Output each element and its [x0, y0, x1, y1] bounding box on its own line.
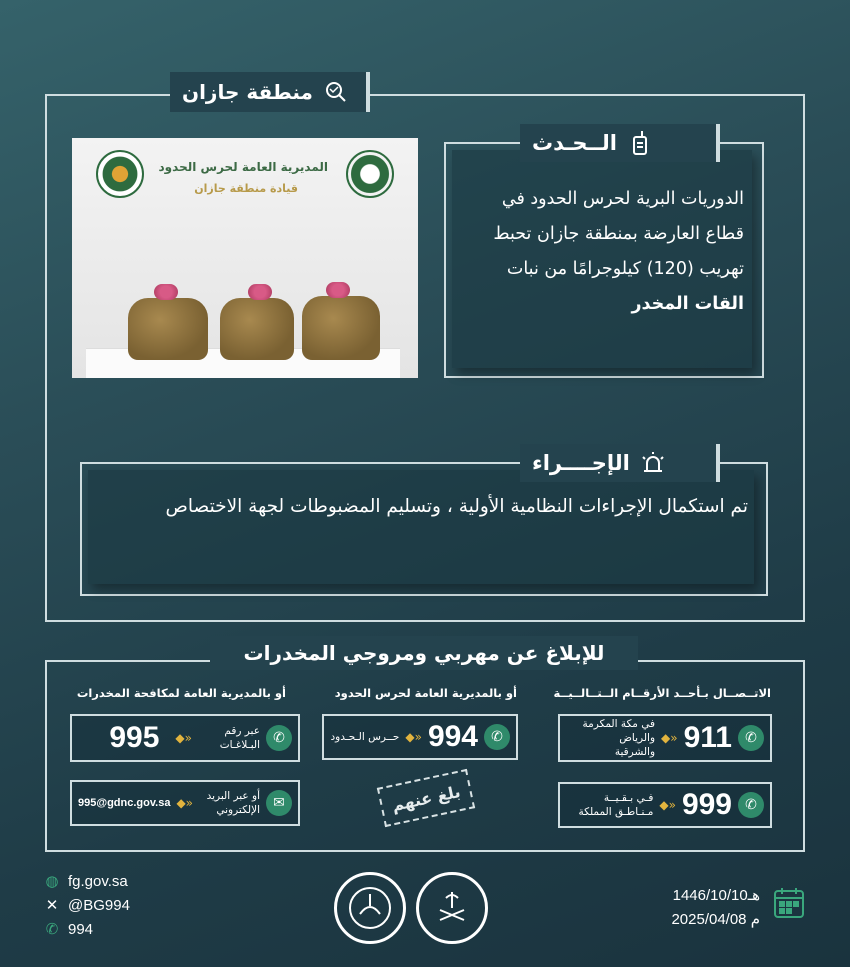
hotline-995-box[interactable] [70, 714, 300, 762]
event-tag [520, 124, 720, 162]
walkie-talkie-icon [627, 130, 653, 156]
chevron-left-icon: «◆ [176, 796, 194, 810]
phone-icon: ✆ [266, 725, 292, 751]
magnifier-map-icon [323, 79, 349, 105]
photo-org-title: المديرية العامة لحرس الحدود [158, 160, 328, 174]
date-gregorian: 2025/04/08 م [671, 911, 760, 928]
footer-phone-text[interactable]: 994 [68, 920, 94, 938]
x-logo-icon: ✕ [45, 897, 59, 914]
hotline-994-number: 994 [427, 720, 478, 753]
col-head-narcotics: أو بالمديرية العامة لمكافحة المخدرات [76, 686, 286, 700]
calendar-icon [772, 886, 806, 924]
action-tag [520, 444, 720, 482]
hotline-999-number: 999 [681, 788, 732, 821]
footer-contacts [44, 872, 244, 938]
narcotics-control-emblem [334, 872, 406, 944]
phone-icon: ✆ [484, 724, 510, 750]
footer-twitter[interactable] [44, 896, 244, 914]
col-head-border-guard: أو بالمديرية العامة لحرس الحدود [334, 686, 517, 700]
khat-bundle [248, 284, 272, 300]
border-guard-logo [96, 150, 144, 198]
phone-icon: ✆ [45, 921, 59, 938]
action-panel [88, 470, 754, 584]
sack [302, 296, 380, 360]
khat-bundle [326, 282, 350, 298]
saudi-emblem [346, 150, 394, 198]
action-text: تم استكمال الإجراءات النظامية الأولية ، وتسليم المضبوطات لجهة الاختصاص [165, 496, 748, 517]
hotline-911-number: 911 [683, 721, 732, 754]
action-label: الإجــــراء [532, 451, 630, 475]
email-box[interactable] [70, 780, 300, 826]
date-hijri: 1446/10/10هـ [672, 887, 760, 904]
report-stamp: بلغ عنهم [377, 769, 475, 827]
saudi-emblem-footer [416, 872, 488, 944]
hotline-911-label: في مكة المكرمة والرياض والشرقية [582, 718, 656, 758]
photo-org-subtitle: قيادة منطقة جازان [194, 182, 298, 195]
footer-twitter-text[interactable]: @BG994 [68, 896, 130, 914]
seizure-photo [72, 138, 418, 378]
email-address[interactable]: 995@gdnc.gov.sa [78, 797, 171, 809]
footer-website[interactable] [44, 872, 244, 890]
sack [128, 298, 208, 360]
phone-icon: ✆ [738, 792, 764, 818]
chevron-left-icon: «◆ [175, 731, 192, 745]
event-text-start: الدوريات البرية لحرس الحدود في قطاع العارضة بمنطقة جازان تحبط تهريب (120) كيلوجرامًا من نبات [493, 189, 744, 279]
hotline-999-box[interactable] [558, 782, 772, 828]
region-tag [170, 72, 370, 112]
globe-icon: ◍ [45, 873, 59, 890]
envelope-icon: ✉ [266, 790, 292, 816]
hotline-999-label: فـي بـقـيــة مـنـاطـق المملكة [578, 792, 654, 818]
footer-dates [620, 884, 760, 932]
email-label: أو عبر البريد الإلكتروني [206, 790, 260, 816]
report-title: للإبلاغ عن مهربي ومروجي المخدرات [210, 636, 638, 670]
footer-website-text[interactable]: fg.gov.sa [68, 872, 128, 890]
hotline-911-box[interactable] [558, 714, 772, 762]
hotline-994-label: حــرس الـحـدود [330, 731, 400, 743]
chevron-left-icon: «◆ [405, 730, 422, 744]
footer-phone[interactable] [44, 920, 244, 938]
phone-icon: ✆ [738, 725, 764, 751]
region-label: منطقة جازان [182, 80, 313, 104]
col-head-numbers: الاتــصــال بـأحــد الأرقــام الــتــالــيــة [553, 686, 771, 700]
hotline-994-box[interactable] [322, 714, 518, 760]
chevron-left-icon: «◆ [661, 731, 678, 745]
event-text [462, 182, 744, 322]
hotline-995-number: 995 [109, 721, 160, 754]
event-text-bold: القات المخدر [631, 294, 744, 314]
chevron-left-icon: «◆ [659, 798, 676, 812]
sack [220, 298, 294, 360]
event-label: الــحـدث [532, 131, 617, 155]
siren-icon [640, 450, 666, 476]
hotline-995-label: عبر رقم البـلاغـات [219, 725, 260, 751]
khat-bundle [154, 284, 178, 300]
